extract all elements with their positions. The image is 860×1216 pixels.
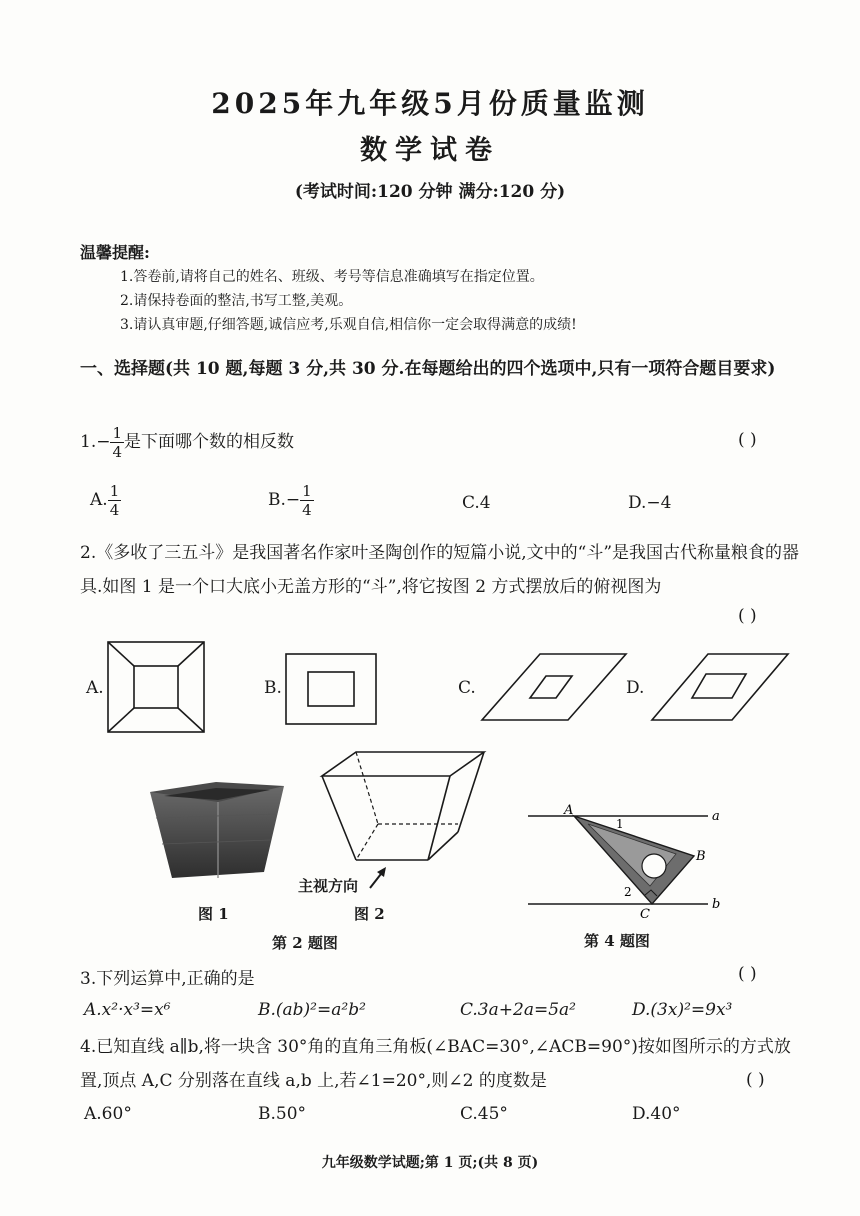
q3-option-c: C.3a+2a=5a² (460, 1000, 576, 1020)
exam-title: 2025年九年级5月份质量监测 (211, 87, 649, 120)
q4-option-c: C.45° (460, 1104, 508, 1124)
q2-option-a-figure (106, 640, 206, 734)
label-angle-1: 1 (616, 817, 624, 831)
q4-figure-caption: 第 4 题图 (584, 932, 650, 950)
q1-option-a-fraction (108, 482, 122, 519)
figure-1-caption: 图 1 (198, 905, 229, 923)
q4-answer-paren: ( ) (746, 1070, 765, 1090)
q1-option-b-label: B.− (268, 490, 301, 510)
q1-prefix: 1.− (80, 432, 111, 452)
q1-option-c: C.4 (462, 493, 491, 513)
label-line-a: a (712, 809, 720, 824)
q2-option-c-label: C. (458, 678, 476, 698)
label-point-a: A (564, 803, 574, 818)
q1-option-a-num: 1 (109, 482, 120, 500)
label-point-c: C (640, 907, 650, 920)
view-direction-label: 主视方向 (298, 877, 359, 895)
label-line-b: b (712, 897, 721, 912)
page-footer: 九年级数学试题;第 1 页;(共 8 页) (321, 1155, 539, 1171)
q3-option-d: D.(3x)²=9x³ (632, 1000, 733, 1020)
section-1-heading: 一、选择题(共 10 题,每题 3 分,共 30 分.在每题给出的四个选项中,只有一项符合题目要求) (80, 359, 776, 379)
question-2: 2.《多收了三五斗》是我国著名作家叶圣陶创作的短篇小说,文中的“斗”是我国古代称量粮食的器具.如图 1 是一个口大底小无盖方形的“斗”,将它按图 2 方式摆放后的俯视图为 (80, 543, 800, 597)
q1-option-b (268, 482, 314, 519)
q1-option-a-label: A. (90, 490, 108, 510)
q2-option-b-label: B. (264, 678, 282, 698)
q1-option-d: D.−4 (628, 493, 672, 513)
figure-2-caption: 图 2 (354, 905, 385, 923)
tips-label: 温馨提醒: (80, 243, 150, 262)
label-angle-2: 2 (624, 885, 632, 899)
q4-option-d: D.40° (632, 1104, 681, 1124)
q2-option-d-label: D. (626, 678, 645, 698)
figure-2-drawing (318, 748, 488, 868)
question-4: 4.已知直线 a∥b,将一块含 30°角的直角三角板(∠BAC=30°,∠ACB=90°)按如图所示的方式放置,顶点 A,C 分别落在直线 a,b 上,若∠1=20°,则∠2 的度数是 (80, 1037, 791, 1091)
view-direction-arrow-icon (366, 866, 390, 892)
q3-option-a: A.x²·x³=x⁶ (84, 1000, 171, 1020)
q1-answer-paren: ( ) (738, 430, 757, 450)
q4-option-a: A.60° (84, 1104, 132, 1124)
q1-frac-den: 4 (112, 443, 123, 461)
figure-1-photo (146, 778, 288, 884)
question-3: 3.下列运算中,正确的是 (80, 969, 255, 989)
label-point-b: B (696, 849, 706, 864)
q1-fraction (110, 424, 124, 461)
q4-option-b: B.50° (258, 1104, 307, 1124)
tip-item-3: 3.请认真审题,仔细答题,诚信应考,乐观自信,相信你一定会取得满意的成绩! (120, 317, 577, 333)
exam-subtitle: 数学试卷 (360, 135, 500, 166)
q3-answer-paren: ( ) (738, 964, 757, 984)
q1-stem: 是下面哪个数的相反数 (124, 432, 295, 452)
q2-option-a-label: A. (86, 678, 104, 698)
q2-option-b-figure (284, 652, 378, 726)
question-1 (80, 424, 294, 461)
q2-option-d-figure (650, 652, 790, 722)
q1-option-b-fraction (300, 482, 314, 519)
q3-option-b: B.(ab)²=a²b² (258, 1000, 366, 1020)
exam-info: (考试时间:120 分钟 满分:120 分) (294, 182, 566, 202)
q1-option-b-den: 4 (302, 501, 312, 519)
q2-option-c-figure (480, 652, 628, 722)
q1-option-a-den: 4 (109, 501, 120, 519)
q1-option-b-num: 1 (302, 482, 312, 500)
tip-item-2: 2.请保持卷面的整洁,书写工整,美观。 (120, 293, 353, 309)
q2-figure-caption: 第 2 题图 (272, 934, 338, 952)
q2-answer-paren: ( ) (738, 606, 757, 626)
q1-frac-num: 1 (112, 424, 123, 442)
tip-item-1: 1.答卷前,请将自己的姓名、班级、考号等信息准确填写在指定位置。 (120, 269, 544, 285)
q4-figure (524, 800, 724, 920)
q1-option-a (90, 482, 121, 519)
